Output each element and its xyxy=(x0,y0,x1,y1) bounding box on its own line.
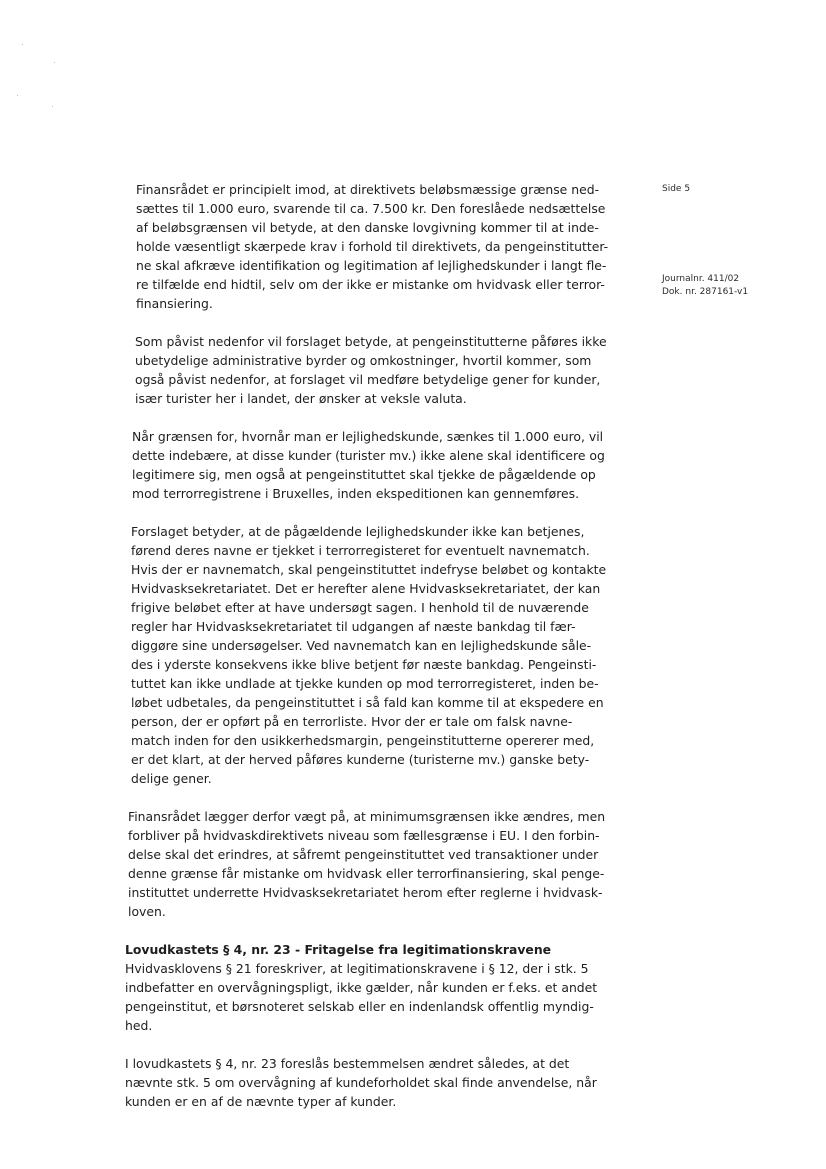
document-metadata xyxy=(662,183,812,299)
page-number: Side 5 xyxy=(662,184,691,194)
paragraph: Når grænsen for, hvornår man er lejlighedskunde, sænkes til 1.000 euro, vil dette indebære, at disse kunder (turister mv.) ikke alene skal identificere og legitimere sig, men også at pengeinstituttet skal tjekke de pågældende op mod terrorregistrene i Bruxelles, inden ekspeditionen kan gennemføres. xyxy=(132,429,605,501)
document-number: Dok. nr. 287161-v1 xyxy=(662,287,749,297)
paragraph: Hvidvasklovens § 21 foreskriver, at legitimationskravene i § 12, der i stk. 5 indbefatter en overvågningspligt, ikke gælder, når kunden er f.eks. et andet pengeinstitut, et børsnoteret selskab eller en indenlandsk offentlig myndig- hed. xyxy=(125,961,598,1033)
paragraph: Finansrådet lægger derfor vægt på, at minimumsgrænsen ikke ændres, men forbliver på hvidvaskdirektivets niveau som fællesgrænse i EU. I den forbin- delse skal det erindres, at såfremt pengeinstituttet ved transaktioner under denne grænse får mistanke om hvidvask eller terrorfinansiering, skal penge- instituttet underrette Hvidvasksekretariatet herom efter reglerne i hvidvask- loven. xyxy=(128,809,606,919)
scan-speck xyxy=(52,106,53,107)
paragraph: Finansrådet er principielt imod, at direktivets beløbsmæssige grænse ned- sættes til 1.000 euro, svarende til ca. 7.500 kr. Den foreslåede nedsættelse af beløbsgrænsen vil betyde, at den danske lovgivning kommer til at inde- holde væsentligt skærpede krav i forhold til direktivets, da pengeinstitutter- ne skal afkræve identifikation og legitimation af lejlighedskunder i langt fle- re tilfælde end hidtil, selv om der ikke er mistanke om hvidvask eller terror- finansiering. xyxy=(136,182,609,311)
section-heading: Lovudkastets § 4, nr. 23 - Fritagelse fra legitimationskravene xyxy=(125,942,552,957)
document-body xyxy=(125,180,624,1130)
scan-speck xyxy=(22,44,23,45)
scan-speck xyxy=(17,95,18,96)
reference-block xyxy=(662,273,812,299)
paragraph: Som påvist nedenfor vil forslaget betyde, at pengeinstitutterne påføres ikke ubetydelige administrative byrder og omkostninger, hvortil kommer, som også påvist nedenfor, at forslaget vil medføre betydelige gener for kunder, især turister her i landet, der ønsker at veksle valuta. xyxy=(135,334,607,406)
scan-speck xyxy=(54,62,55,63)
paragraph: Forslaget betyder, at de pågældende lejlighedskunder ikke kan betjenes, førend deres navne er tjekket i terrorregisteret for eventuelt navnematch. Hvis der er navnematch, skal pengeinstituttet indefryse beløbet og kontakte Hvidvasksekretariatet. Det er herefter alene Hvidvasksekretariatet, der kan frigive beløbet efter at have undersøgt sagen. I henhold til de nuværende regler har Hvidvasksekretariatet til udgangen af næste bankdag til fær- diggøre sine undersøgelser. Ved navnematch kan en lejlighedskunde såle- des i yderste konsekvens ikke blive betjent før næste bankdag. Pengeinsti- tuttet kan ikke undlade at tjekke kunden op mod terrorregisteret, inden be- løbet udbetales, da pengeinstituttet i så fald kan komme til at ekspedere en person, der er opført på en terrorliste. Hvor der er tale om falsk navne- match inden for den usikkerhedsmargin, pengeinstitutterne opererer med, er det klart, at der herved påføres kunderne (turisterne mv.) ganske bety- delige gener. xyxy=(131,524,607,786)
paragraph: I lovudkastets § 4, nr. 23 foreslås bestemmelsen ændret således, at det nævnte stk. 5 om overvågning af kundeforholdet skal finde anvendelse, når kunden er en af de nævnte typer af kunder. xyxy=(125,1056,597,1109)
journal-number: Journalnr. 411/02 xyxy=(662,274,740,284)
